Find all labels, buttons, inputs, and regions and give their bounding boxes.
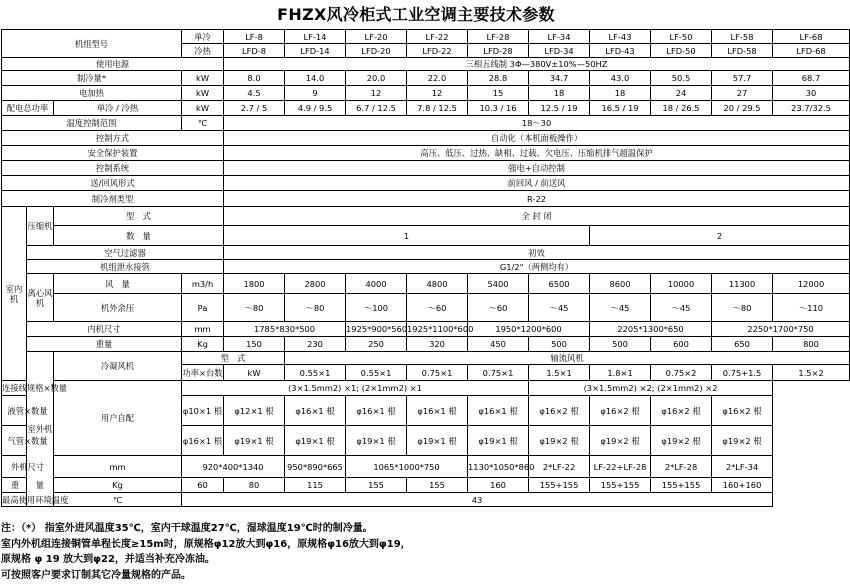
airflow-value: 4000: [346, 274, 407, 294]
cooling-capacity-value: 14.0: [285, 71, 346, 86]
airflow-value: 4800: [407, 274, 468, 294]
liquid-pipe-value: φ16×1 根: [285, 396, 346, 426]
unit-cell: Kg: [54, 478, 182, 493]
model-row-cool: [2, 30, 850, 44]
model-cool: LF-43: [590, 30, 651, 44]
electric-heating-value: 9: [285, 86, 346, 101]
power-supply-label: 使用电源: [2, 58, 224, 71]
indoor-fan-label: 离心风机: [27, 274, 54, 322]
outdoor-fan-power-value: 1.8×1: [590, 365, 651, 381]
indoor-label: 室内机: [2, 207, 27, 381]
pressure-value: ～45: [651, 294, 712, 322]
outdoor-size-value: 950*890*665: [285, 456, 346, 478]
total-power-value: 10.3 / 16: [468, 101, 529, 116]
indoor-weight-value: 450: [468, 337, 529, 352]
unit-cell: mm: [54, 456, 182, 478]
outdoor-size-value: 2*LF-22: [529, 456, 590, 478]
note-line: 室内外机组连接铜管单程长度≥15m时，原规格φ12放大到φ16，原规格φ16放大到φ19，: [1, 538, 411, 550]
indoor-weight-value: 500: [590, 337, 651, 352]
liquid-pipe-value: φ16×1 根: [346, 396, 407, 426]
total-power-value: 20 / 29.5: [712, 101, 773, 116]
outdoor-fan-power-label: 功率×台数: [182, 365, 224, 381]
model-cool: LF-68: [773, 30, 850, 44]
air-filter-label: 空气过滤器: [27, 246, 224, 260]
unit-cell: kW: [224, 365, 285, 381]
indoor-weight-value: 320: [407, 337, 468, 352]
indoor-size-value: 1950*1200*600: [468, 322, 590, 337]
electric-heating-value: 4.5: [224, 86, 285, 101]
cooling-capacity-row: [2, 71, 850, 86]
liquid-pipe-value: φ16×2 根: [651, 396, 712, 426]
model-heat: LFD-50: [651, 44, 712, 58]
compressor-qty-row: [2, 226, 850, 246]
air-filter-row: [2, 246, 850, 260]
model-heat: LFD-14: [285, 44, 346, 58]
cooling-capacity-value: 68.7: [773, 71, 850, 86]
refrigerant-label: 制冷剂类型: [2, 191, 224, 207]
electric-heating-row: [2, 86, 850, 101]
indoor-weight-label: 重量: [27, 337, 182, 352]
temp-range-label: 温度控制范围: [2, 116, 182, 131]
pressure-value: ～100: [346, 294, 407, 322]
pressure-value: ～45: [529, 294, 590, 322]
outdoor-weight-value: 160: [468, 478, 529, 493]
airflow-value: 10000: [651, 274, 712, 294]
model-cool: LF-22: [407, 30, 468, 44]
gas-pipe-value: φ16×1 根: [182, 426, 224, 456]
cooling-capacity-value: 34.7: [529, 71, 590, 86]
gas-pipe-value: φ19×1 根: [468, 426, 529, 456]
max-temp-value: 43: [182, 493, 773, 507]
outdoor-size-value: 2*LF-34: [712, 456, 773, 478]
air-form-value: 前回风 / 前送风: [224, 176, 850, 191]
power-supply-value: 三相五线制 3Φ—380V±10%—50HZ: [224, 58, 850, 71]
model-cool: LF-14: [285, 30, 346, 44]
max-temp-label: 最高使用环境温度: [2, 494, 69, 505]
notes: [1, 521, 830, 583]
total-power-value: 7.8 / 12.5: [407, 101, 468, 116]
total-power-value: 16.5 / 19: [590, 101, 651, 116]
outdoor-weight-value: 80: [224, 478, 285, 493]
cooling-capacity-label: 制冷量*: [2, 71, 182, 86]
compressor-type-label: 型 式: [54, 207, 224, 226]
indoor-size-value: 1925*1100*600: [407, 322, 468, 337]
outdoor-weight-value: 115: [285, 478, 346, 493]
model-cool: LF-28: [468, 30, 529, 44]
electric-heating-value: 12: [407, 86, 468, 101]
total-power-value: 2.7 / 5: [224, 101, 285, 116]
model-label: 机组型号: [2, 30, 182, 58]
gas-pipe-label: 气管×数量: [2, 426, 54, 456]
note-line: 可按照客户要求订制其它冷量规格的产品。: [1, 569, 191, 581]
outdoor-fan-power-value: 0.55×1: [285, 365, 346, 381]
model-heat: LFD-34: [529, 44, 590, 58]
gas-pipe-value: φ19×1 根: [407, 426, 468, 456]
model-heat: LFD-58: [712, 44, 773, 58]
gas-pipe-value: φ19×2 根: [712, 426, 773, 456]
gas-pipe-value: φ19×1 根: [285, 426, 346, 456]
refrigerant-value: R-22: [224, 191, 850, 207]
cable-row: [2, 381, 850, 396]
indoor-size-value: 1925*900*560: [346, 322, 407, 337]
outdoor-weight-value: 155+155: [529, 478, 590, 493]
total-power-label: 配电总功率: [2, 101, 54, 116]
outdoor-fan-power-value: 1.5×2: [773, 365, 850, 381]
field-supplied-label: 用户自配: [54, 381, 182, 456]
liquid-pipe-value: φ16×2 根: [712, 396, 773, 426]
model-cool: LF-20: [346, 30, 407, 44]
outdoor-weight-label: 重 量: [2, 478, 54, 493]
total-power-sublabel: 单冷 / 冷热: [54, 101, 182, 116]
outdoor-weight-value: 155: [407, 478, 468, 493]
unit-cell: kW: [182, 101, 224, 116]
outdoor-weight-value: 155+155: [651, 478, 712, 493]
airflow-label: 风 量: [54, 274, 182, 294]
total-power-value: 4.9 / 9.5: [285, 101, 346, 116]
outdoor-size-label: 外机尺寸: [2, 456, 54, 478]
compressor-qty-label: 数 量: [54, 226, 224, 246]
electric-heating-label: 电加热: [2, 86, 182, 101]
control-mode-label: 控制方式: [2, 131, 224, 146]
compressor-qty-value: 2: [590, 226, 850, 246]
pressure-label: 机外余压: [54, 294, 182, 322]
unit-cell: mm: [182, 322, 224, 337]
compressor-type-value: 全 封 闭: [224, 207, 850, 226]
outdoor-fan-power-value: 0.55×1: [346, 365, 407, 381]
drain-value: G1/2"（两侧均有）: [224, 260, 850, 274]
airflow-value: 5400: [468, 274, 529, 294]
spec-table: [1, 29, 850, 507]
indoor-weight-value: 230: [285, 337, 346, 352]
indoor-weight-value: 150: [224, 337, 285, 352]
max-temp-row: [2, 493, 850, 507]
indoor-weight-value: 600: [651, 337, 712, 352]
outdoor-fan-power-value: 0.75×1: [407, 365, 468, 381]
safety-row: [2, 146, 850, 161]
cooling-capacity-value: 8.0: [224, 71, 285, 86]
drain-label: 机组泄水接管: [27, 260, 224, 274]
safety-label: 安全保护装置: [2, 146, 224, 161]
safety-value: 高压、低压、过热、缺相、过载、欠电压、压缩机排气超温保护: [224, 146, 850, 161]
indoor-weight-value: 250: [346, 337, 407, 352]
outdoor-size-value: 1065*1000*750: [346, 456, 468, 478]
page-title: FHZX风冷柜式工业空调主要技术参数: [277, 5, 555, 24]
liquid-pipe-value: φ10×1 根: [182, 396, 224, 426]
unit-cell: m3/h: [182, 274, 224, 294]
unit-cell: Kg: [182, 337, 224, 352]
cooling-capacity-value: 22.0: [407, 71, 468, 86]
gas-pipe-value: φ19×2 根: [590, 426, 651, 456]
outdoor-size-row: [2, 456, 850, 478]
fan-airflow-row: [2, 274, 850, 294]
outdoor-size-value: 2*LF-28: [651, 456, 712, 478]
outdoor-weight-value: 155: [346, 478, 407, 493]
model-cool: LF-58: [712, 30, 773, 44]
cooling-capacity-value: 57.7: [712, 71, 773, 86]
air-form-row: [2, 176, 850, 191]
pressure-value: ～110: [773, 294, 850, 322]
outdoor-label: 室外机: [27, 352, 54, 507]
control-system-value: 强电+自动控制: [224, 161, 850, 176]
indoor-size-value: 1785*830*500: [224, 322, 346, 337]
outdoor-fan-power-value: 0.75×1: [468, 365, 529, 381]
unit-cell: kW: [182, 71, 224, 86]
outdoor-fan-type-label: 型 式: [182, 352, 285, 365]
airflow-value: 2800: [285, 274, 346, 294]
total-power-row: [2, 101, 850, 116]
airflow-value: 12000: [773, 274, 850, 294]
airflow-value: 6500: [529, 274, 590, 294]
indoor-weight-row: [2, 337, 850, 352]
model-heat: LFD-22: [407, 44, 468, 58]
airflow-value: 8600: [590, 274, 651, 294]
compressor-type-row: [2, 207, 850, 226]
indoor-size-value: 2205*1300*650: [590, 322, 712, 337]
indoor-size-value: 2250*1700*750: [712, 322, 850, 337]
model-heat: LFD-28: [468, 44, 529, 58]
model-cool: LF-8: [224, 30, 285, 44]
total-power-value: 23.7/32.5: [773, 101, 850, 116]
note-line: 原规格 φ 19 放大到φ22，并适当补充冷冻油。: [1, 554, 215, 565]
refrigerant-row: [2, 191, 850, 207]
outdoor-fan-power-value: 1.5×1: [529, 365, 590, 381]
unit-cell: Pa: [182, 294, 224, 322]
gas-pipe-value: φ19×2 根: [651, 426, 712, 456]
heat-label: 冷热: [182, 44, 224, 58]
gas-pipe-value: φ19×1 根: [224, 426, 285, 456]
unit-cell: ℃: [54, 493, 182, 507]
total-power-value: 18 / 26.5: [651, 101, 712, 116]
cable-value-large: (3×1.5mm2) ×2; (2×1mm2) ×2: [529, 381, 773, 396]
model-cool: LF-34: [529, 30, 590, 44]
control-system-label: 控制系统: [2, 161, 224, 176]
liquid-pipe-value: φ16×2 根: [529, 396, 590, 426]
outdoor-weight-value: 155+155: [590, 478, 651, 493]
cable-label: 连接线规格×数量: [2, 381, 54, 396]
power-supply-row: [2, 58, 850, 71]
cooling-capacity-value: 43.0: [590, 71, 651, 86]
liquid-pipe-value: φ16×2 根: [590, 396, 651, 426]
electric-heating-value: 27: [712, 86, 773, 101]
gas-pipe-value: φ19×2 根: [529, 426, 590, 456]
outdoor-size-value: LF-22+LF-28: [590, 456, 651, 478]
cooling-capacity-value: 20.0: [346, 71, 407, 86]
electric-heating-value: 12: [346, 86, 407, 101]
outdoor-weight-row: [2, 478, 850, 493]
control-system-row: [2, 161, 850, 176]
cooling-capacity-value: 28.8: [468, 71, 529, 86]
total-power-value: 12.5 / 19: [529, 101, 590, 116]
temp-range-value: 18～30: [224, 116, 850, 131]
unit-cell: ℃: [182, 116, 224, 131]
model-heat: LFD-68: [773, 44, 850, 58]
pressure-value: ～80: [224, 294, 285, 322]
model-heat: LFD-8: [224, 44, 285, 58]
indoor-weight-value: 500: [529, 337, 590, 352]
outdoor-size-value: 1130*1050*860: [468, 456, 529, 478]
air-form-label: 送/回风形式: [2, 176, 224, 191]
compressor-label: 压缩机: [27, 207, 54, 246]
outdoor-fan-power-value: 0.75×2: [651, 365, 712, 381]
cooling-capacity-value: 50.5: [651, 71, 712, 86]
pressure-value: ～80: [712, 294, 773, 322]
pressure-value: ～60: [407, 294, 468, 322]
electric-heating-value: 18: [529, 86, 590, 101]
indoor-weight-value: 650: [712, 337, 773, 352]
control-mode-value: 自动化（本机面板操作）: [224, 131, 850, 146]
outdoor-weight-value: 160+160: [712, 478, 773, 493]
electric-heating-value: 18: [590, 86, 651, 101]
outdoor-weight-value: 60: [182, 478, 224, 493]
total-power-value: 6.7 / 12.5: [346, 101, 407, 116]
liquid-pipe-value: φ12×1 根: [224, 396, 285, 426]
pressure-value: ～45: [590, 294, 651, 322]
outdoor-fan-power-value: 0.75+1.5: [712, 365, 773, 381]
indoor-weight-value: 800: [773, 337, 850, 352]
model-heat: LFD-20: [346, 44, 407, 58]
pressure-value: ～60: [468, 294, 529, 322]
electric-heating-value: 15: [468, 86, 529, 101]
outdoor-fan-type-row: [2, 352, 850, 365]
drain-row: [2, 260, 850, 274]
electric-heating-value: 30: [773, 86, 850, 101]
cool-label: 单冷: [182, 30, 224, 44]
outdoor-fan-type-value: 轴流风机: [285, 352, 850, 365]
gas-pipe-value: φ19×1 根: [346, 426, 407, 456]
liquid-pipe-value: φ16×1 根: [468, 396, 529, 426]
liquid-pipe-label: 液管×数量: [2, 396, 54, 426]
model-heat: LFD-43: [590, 44, 651, 58]
indoor-size-row: [2, 322, 850, 337]
model-cool: LF-50: [651, 30, 712, 44]
air-filter-value: 初效: [224, 246, 850, 260]
outdoor-size-value: 920*400*1340: [182, 456, 285, 478]
unit-cell: kW: [182, 86, 224, 101]
pressure-value: ～80: [285, 294, 346, 322]
compressor-qty-value: 1: [224, 226, 590, 246]
temp-range-row: [2, 116, 850, 131]
note-line: 注：（*） 指室外进风温度35℃，室内干球温度27℃，湿球温度19℃时的制冷量。: [1, 523, 373, 534]
electric-heating-value: 24: [651, 86, 712, 101]
condenser-fan-label: 冷凝风机: [54, 352, 182, 381]
airflow-value: 1800: [224, 274, 285, 294]
cable-value-small: (3×1.5mm2) ×1; (2×1mm2) ×1: [182, 381, 529, 396]
control-mode-row: [2, 131, 850, 146]
indoor-size-label: 内机尺寸: [27, 322, 182, 337]
airflow-value: 11300: [712, 274, 773, 294]
liquid-pipe-value: φ16×1 根: [407, 396, 468, 426]
fan-pressure-row: [2, 294, 850, 322]
